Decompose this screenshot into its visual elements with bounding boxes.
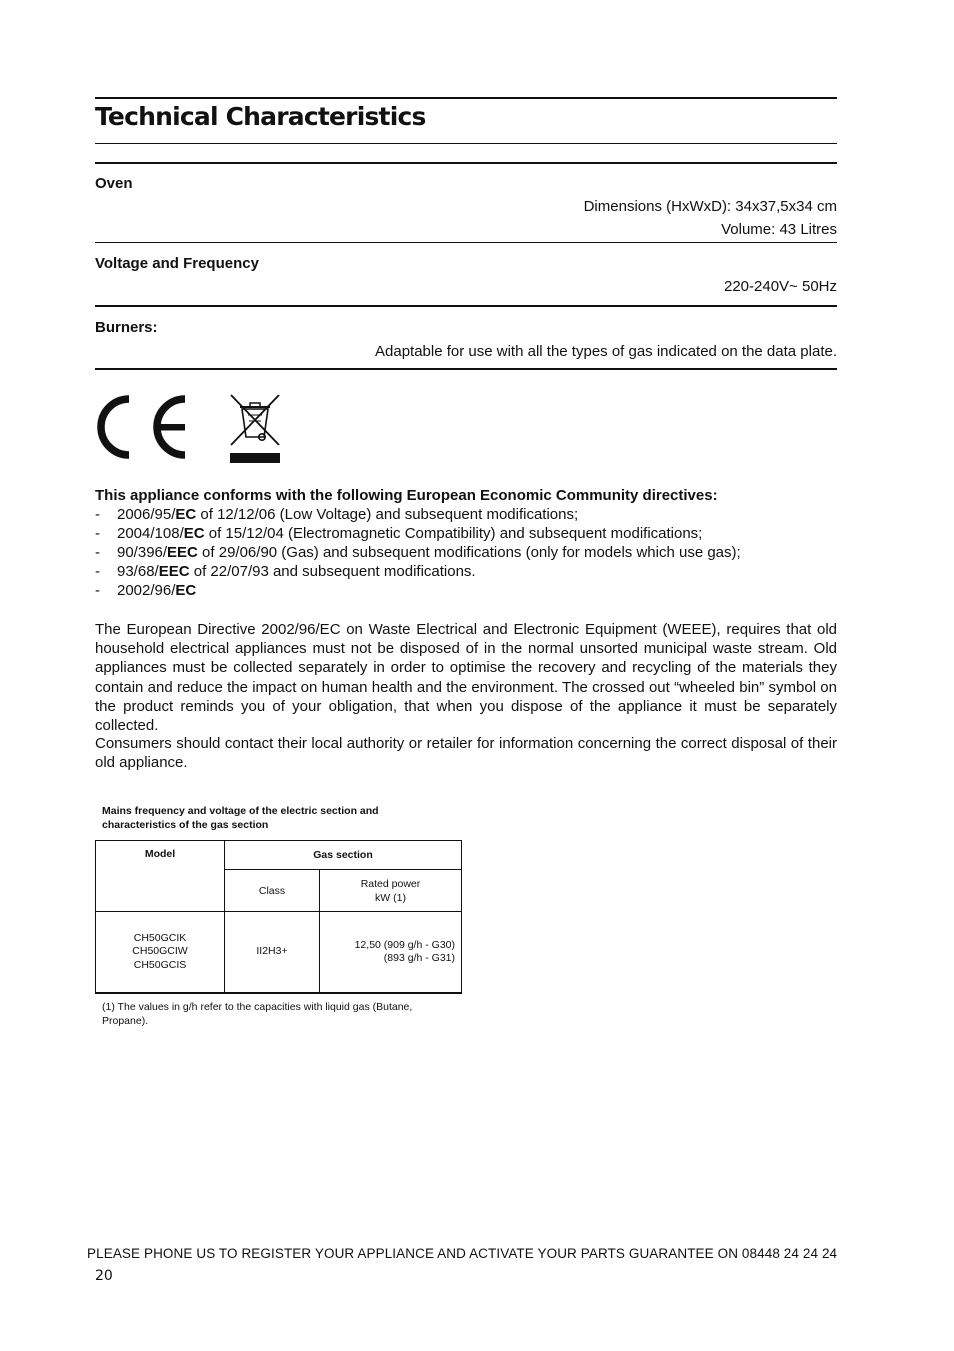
- header-rated-power: Rated power kW (1): [320, 870, 462, 912]
- crossed-wheeled-bin-icon: [228, 393, 282, 465]
- oven-rule: [95, 242, 837, 243]
- model-name: CH50GCIK: [133, 931, 187, 944]
- directives-heading: This appliance conforms with the following European Economic Community directives:: [95, 487, 718, 504]
- weee-paragraph: The European Directive 2002/96/EC on Waste Electrical and Electronic Equipment (WEEE), requires that old household electrical appliances must not be disposed of in the normal unsorted municipal waste stream. Old appliances must be collected separately in order to optimise the recovery and recycling of the materials they contain and reduce the impact on human health and the environment. The crossed out “wheeled bin” symbol on the product reminds you of your obligation, that when you dispose of the appliance it must be separately collected.: [95, 621, 837, 735]
- voltage-label: Voltage and Frequency: [95, 255, 259, 272]
- model-cell: [96, 912, 225, 994]
- class-cell: II2H3+: [225, 912, 320, 994]
- directive-item: - 90/396/EEC of 29/06/90 (Gas) and subsequent modifications (only for models which use gas);: [95, 544, 741, 561]
- header-gas-section: Gas section: [225, 841, 462, 870]
- model-name: CH50GCIS: [133, 958, 187, 971]
- voltage-rule: [95, 305, 837, 307]
- burners-label: Burners:: [95, 319, 158, 336]
- burners-rule: [95, 368, 837, 370]
- table-caption: Mains frequency and voltage of the electric section and characteristics of the gas section: [102, 805, 379, 831]
- directive-item: - 93/68/EEC of 22/07/93 and subsequent modifications.: [95, 563, 476, 580]
- gas-section-table: [95, 840, 462, 994]
- oven-dimensions: Dimensions (HxWxD): 34x37,5x34 cm: [583, 198, 837, 215]
- title-rule: [95, 143, 837, 144]
- directive-item: - 2004/108/EC of 15/12/04 (Electromagnetic Compatibility) and subsequent modifications;: [95, 525, 703, 542]
- directive-item: - 2002/96/EC: [95, 582, 197, 599]
- directives-block: [95, 486, 855, 600]
- ce-mark-icon: [95, 393, 190, 463]
- voltage-value: 220-240V~ 50Hz: [724, 278, 837, 295]
- table-footnote: (1) The values in g/h refer to the capacities with liquid gas (Butane, Propane).: [102, 1001, 413, 1027]
- section-rule-top: [95, 162, 837, 164]
- consumer-paragraph: Consumers should contact their local authority or retailer for information concerning the correct disposal of their old appliance.: [95, 735, 837, 772]
- directive-item: - 2006/95/EC of 12/12/06 (Low Voltage) and subsequent modifications;: [95, 506, 579, 523]
- top-rule: [95, 97, 837, 99]
- page-number: 20: [95, 1268, 113, 1284]
- header-model: Model: [96, 841, 225, 912]
- model-name: CH50GCIW: [132, 945, 188, 958]
- page-title: Technical Characteristics: [95, 102, 426, 131]
- burners-value: Adaptable for use with all the types of gas indicated on the data plate.: [375, 343, 837, 360]
- footer-register-notice: PLEASE PHONE US TO REGISTER YOUR APPLIANCE AND ACTIVATE YOUR PARTS GUARANTEE ON 08448 24 24 24: [87, 1246, 838, 1261]
- oven-label: Oven: [95, 175, 133, 192]
- header-class: Class: [225, 870, 320, 912]
- power-cell: 12,50 (909 g/h - G30) (893 g/h - G31): [320, 912, 462, 994]
- oven-volume: Volume: 43 Litres: [721, 221, 837, 238]
